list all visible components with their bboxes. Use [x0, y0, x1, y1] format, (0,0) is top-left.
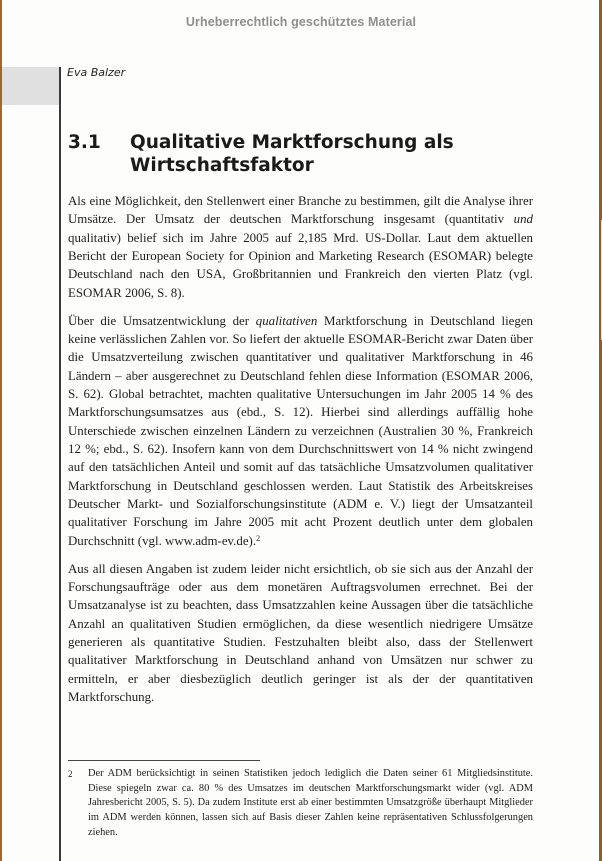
footnote-reference[interactable]: 2	[256, 533, 261, 543]
paragraph-2-text-a: Über die Umsatzentwicklung der	[68, 313, 256, 328]
copyright-watermark: Urheberrechtlich geschütztes Material	[185, 15, 417, 29]
section-number: 3.1	[68, 132, 101, 153]
body-text	[68, 192, 533, 716]
paragraph-2-text-b: Marktforschung in Deutschland liegen keine verlässlichen Zahlen vor. So liefert der aktuelle ESOMAR-Bericht zwar Daten über die Umsatzverteilung zwischen quantitativer und qualitativer Marktforschung in 46 Ländern – aber ausgerechnet zu Deutschland fehlen diese Information (ESOMAR 2006, S. 62). Global betrachtet, machten qualitative Untersuchungen im Jahr 2005 14 % des Marktforschungsumsatzes aus (ebd., S. 12). Hierbei sind allerdings auffällig hohe Unterschiede zwischen einzelnen Ländern zu verzeichnen (Australien 30 %, Frankreich 12 %; ebd., S. 62). Insofern kann von dem Durchschnittswert von 14 % nicht zwingend auf den tatsächlichen Anteil und somit auf das tatsächliche Umsatzvolumen qualitativer Marktforschung in Deutschland geschlossen werden. Laut Statistik des Arbeitskreises Deutscher Markt- und Sozialforschungsinstitute (ADM e. V.) liegt der Umsatzanteil qualitativer Forschung im Jahre 2005 mit acht Prozent deutlich unter dem globalen Durchschnitt (vgl. www.adm-ev.de).	[68, 313, 534, 548]
running-header-author: Eva Balzer	[67, 66, 126, 79]
footnote-number: 2	[68, 769, 73, 779]
paragraph-2-emphasis: qualitativen	[255, 313, 318, 328]
section-title	[130, 131, 530, 177]
paragraph-3	[68, 560, 533, 707]
section-title-line2: Wirtschaftsfaktor	[130, 155, 314, 176]
header-margin-block	[2, 67, 60, 105]
page-edge-left	[0, 0, 2, 861]
section-title-line1: Qualitative Marktforschung als	[130, 132, 454, 153]
paragraph-1-text-b: qualitativ) belief sich im Jahre 2005 auf 2,185 Mrd. US-Dollar. Laut dem aktuellen Bericht der European Society for Opinion and Marketing Research (ESOMAR) belegte Deutschland nach den USA, Großbritannien und Frankreich den vierten Platz (vgl. ESOMAR 2006, S. 8).	[68, 230, 533, 300]
paragraph-3-text: Aus all diesen Angaben ist zudem leider nicht ersichtlich, ob sie sich aus der Anzahl der Forschungsaufträge oder aus dem monetären Auftragsvolumen errechnet. Bei der Umsatzanalyse ist zu beachten, dass Umsatzzahlen keine Aussagen über die tatsächliche Anzahl an qualitativen Studien ermöglichen, da diese wesentlich niedrigere Umsätze generieren als quantitative Studien. Festzuhalten bleibt also, dass der Stellenwert qualitativer Marktforschung in Deutschland anhand von Umsätzen nur schwer zu ermitteln, er aber diesbezüglich deutlich geringer ist als der der quantitativen Marktforschung.	[68, 561, 533, 704]
margin-rule	[59, 67, 61, 861]
paragraph-2	[68, 312, 533, 550]
footnote-separator	[68, 760, 260, 761]
footnote	[68, 767, 533, 841]
footnote-text: Der ADM berücksichtigt in seinen Statistiken jedoch lediglich die Daten seiner 61 Mitgliedsinstitute. Diese spiegeln zwar ca. 80 % des Umsatzes im deutschen Marktforschungsmarkt wider (vgl. ADM Jahresbericht 2005, S. 5). Da zudem Institute erst ab einer bestimmten Umsatzgröße überhaupt Mitglieder im ADM werden können, lassen sich auf Basis dieser Zahlen keine repräsentativen Schlussfolgerungen ziehen.	[88, 768, 533, 838]
paragraph-1-text-a: Als eine Möglichkeit, den Stellenwert einer Branche zu bestimmen, gilt die Analyse ihrer Umsätze. Der Umsatz der deutschen Marktforschung insgesamt (quantitativ	[68, 194, 533, 227]
paragraph-1	[68, 192, 533, 302]
paragraph-1-emphasis: und	[513, 212, 533, 227]
